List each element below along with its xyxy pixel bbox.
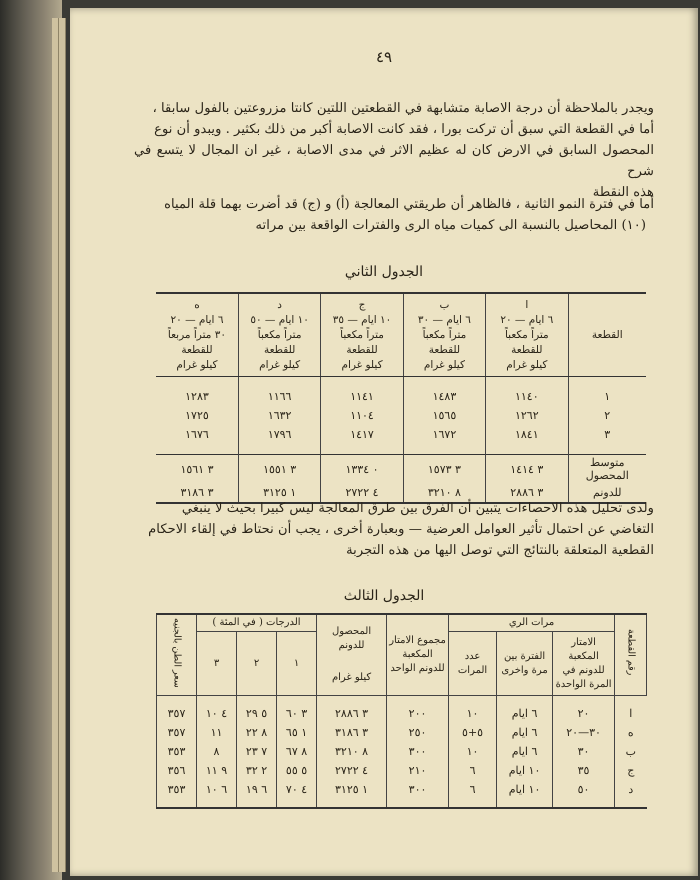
paragraph-1 [134, 98, 654, 203]
text-line: ويجدر بالملاحظة أن درجة الاصابة متشابهة في القطعتين اللتين كانتا مزروعتين بالفول سابقا ، [152, 101, 654, 116]
treatment-header: ه ٦ ايام — ٢٠ ٣٠ متراً مربعاً للقطعة كيلو غرام [156, 293, 238, 377]
table-3 [156, 613, 647, 809]
table-row: ٢ ١٢٦٢ ١٥٦٥ ١١٠٤ ١٦٣٢ ١٧٢٥ [156, 406, 646, 425]
per-dunum-row: للدونم ٣ ٢٨٨٦ ٨ ٣٢١٠ ٤ ٢٧٢٢ ١ ٣١٢٥ ٣ ٣١٨٦ [156, 483, 646, 503]
text-line: (١٠) المحاصيل بالنسبة الى كميات مياه الرى والفترات الواقعة بين مراته [255, 218, 646, 233]
text-line: هذه النقطة [592, 185, 654, 200]
treatment-header: ا ٦ ايام — ٢٠ متراً مكعباً للقطعة كيلو غرام [486, 293, 568, 377]
spacer-row [156, 377, 646, 388]
page-edge [59, 18, 66, 872]
page-number: ٤٩ [375, 48, 393, 66]
count-header: عدد المرات [449, 632, 497, 696]
text-line: التغاضي عن احتمال تأثير العوامل العرضية — وبعبارة أخرى ، يجب أن نحتاط في إلقاء الاحكام [148, 522, 654, 537]
text-line: ولدى تحليل هذه الاحصاءات يتبين أن الفرق بين طرق المعالجة ليس كبيرا بحيث لا ينبغي [181, 501, 654, 516]
treatment-header: ج ١٠ ايام — ٣٥ متراً مكعباً للقطعة كيلو غرام [321, 293, 403, 377]
yield-header: المحصول للدونم كيلو غرام [317, 614, 387, 696]
irrigation-group-header: مرات الري [449, 614, 615, 632]
paragraph-3 [134, 498, 654, 561]
text-line: القطعية المتعلقة بالنتائج التي توصل اليها من هذه التجربة [346, 543, 654, 558]
page [70, 8, 698, 876]
period-header: الفترة بين مرة واخرى [497, 632, 553, 696]
total-volume-header: مجموع الامتار المكعبة للدونم الواحد [387, 614, 449, 696]
table-row: ا ٢٠ ٦ ايام ١٠ ٢٠٠ ٣ ٢٨٨٦ ٣ ٦٠ ٥ ٢٩ ٤ ١٠ ٣٥٧ [157, 704, 647, 723]
col-plot-header: رقم القطعة [615, 614, 647, 696]
text-line: المحصول السابق في الارض كان له عظيم الاثر في مدى الاصابة ، غير ان المجال لا يتسع في شرح [134, 143, 654, 179]
grade-1-header: ١ [277, 632, 317, 696]
text-line: أما في القطعة التي سبق أن تركت بورا ، فقد كانت الاصابة أكبر من ذلك بكثير . ويبدو أن نوع [154, 122, 654, 137]
treatment-header: ب ٦ ايام — ٣٠ متراً مكعباً للقطعة كيلو غرام [403, 293, 485, 377]
col-plot-header: القطعة [568, 293, 646, 377]
paragraph-2 [134, 194, 654, 236]
table-2-title: الجدول الثاني [344, 264, 424, 280]
table-row: ٣ ١٨٤١ ١٦٧٢ ١٤١٧ ١٧٩٦ ١٦٧٦ [156, 425, 646, 444]
price-header: سعر الطن بالجنيه [157, 614, 197, 696]
spacer-row [156, 444, 646, 455]
page-edge [52, 18, 59, 872]
volume-header: الامتار المكعبة للدونم في المرة الواحدة [553, 632, 615, 696]
table-3-title: الجدول الثالث [343, 588, 425, 604]
table-row: ١ ١١٤٠ ١٤٨٣ ١١٤١ ١١٦٦ ١٢٨٣ [156, 387, 646, 406]
table-row: ه ٣٠—٢٠ ٦ ايام ٥+٥ ٢٥٠ ٣ ٣١٨٦ ١ ٦٥ ٨ ٢٢ ١١ ٣٥٧ [157, 723, 647, 742]
grades-group-header: الدرجات ( في المئة ) [197, 614, 317, 632]
table-row: ب ٣٠ ٦ ايام ١٠ ٣٠٠ ٨ ٣٢١٠ ٨ ٦٧ ٧ ٢٣ ٨ ٣٥٣ [157, 742, 647, 761]
table-row: ج ٣٥ ١٠ ايام ٦ ٢١٠ ٤ ٢٧٢٢ ٥ ٥٥ ٢ ٣٢ ٩ ١١ ٣٥٦ [157, 761, 647, 780]
average-row: متوسط المحصول ٣ ١٤١٤ ٣ ١٥٧٣ ٠ ١٣٣٤ ٣ ١٥٥١ ٣ ١٥٦١ [156, 455, 646, 484]
grade-2-header: ٢ [237, 632, 277, 696]
table-2 [156, 292, 646, 504]
table-row: د ٥٠ ١٠ ايام ٦ ٣٠٠ ١ ٣١٢٥ ٤ ٧٠ ٦ ١٩ ٦ ١٠ ٣٥٣ [157, 780, 647, 799]
grade-3-header: ٣ [197, 632, 237, 696]
text-line: أما في فترة النمو الثانية ، فالظاهر أن طريقتي المعالجة (أ) و (ج) قد أضرت بهما قلة المياه [164, 197, 654, 212]
treatment-header: د ١٠ ايام — ٥٠ متراً مكعباً للقطعة كيلو غرام [238, 293, 320, 377]
